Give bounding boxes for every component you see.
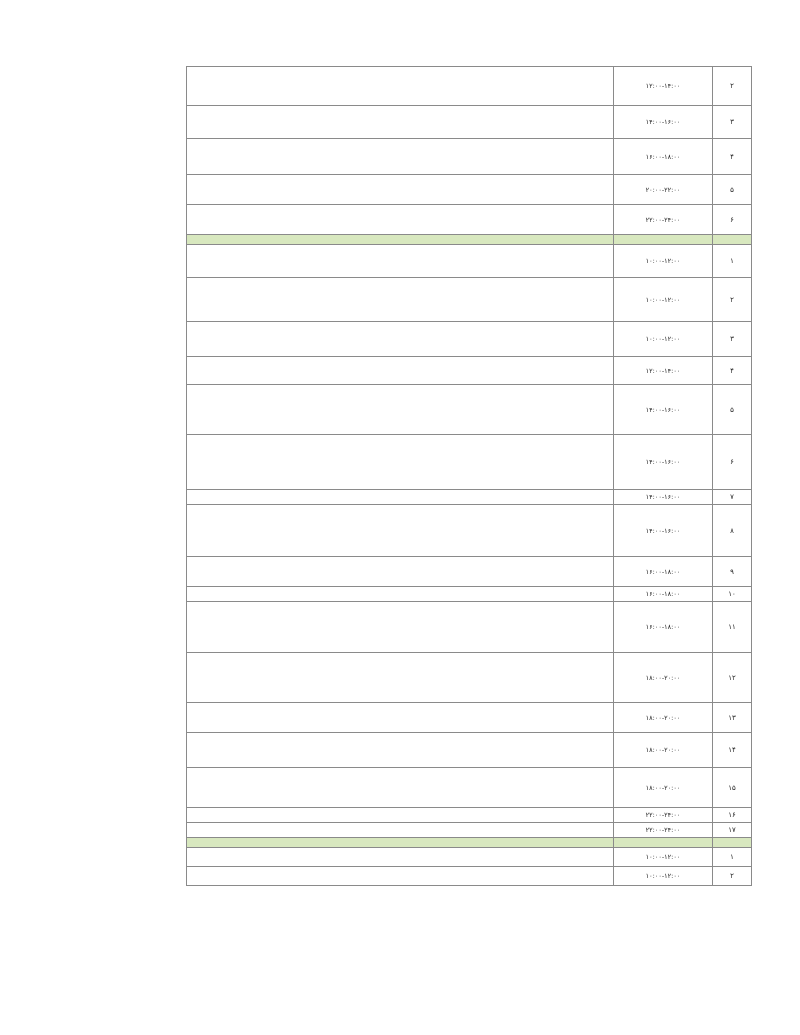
- time-cell: ۱۶:۰۰-۱۸:۰۰: [614, 557, 713, 587]
- time-cell: ۱۴:۰۰-۱۶:۰۰: [614, 106, 713, 139]
- address-cell: [187, 435, 614, 490]
- address-cell: [187, 205, 614, 235]
- row-number-cell: ۴: [713, 357, 752, 385]
- table-row: [187, 106, 752, 139]
- time-cell: ۲۲:۰۰-۲۴:۰۰: [614, 823, 713, 838]
- row-number-cell: ۶: [713, 435, 752, 490]
- address-cell: [187, 808, 614, 823]
- address-cell: [187, 357, 614, 385]
- row-number-column-header: [713, 838, 752, 848]
- table-row: [187, 175, 752, 205]
- address-cell: [187, 245, 614, 278]
- address-cell: [187, 175, 614, 205]
- table-row: [187, 768, 752, 808]
- table-row: [187, 67, 752, 106]
- row-number-cell: ۸: [713, 505, 752, 557]
- row-number-cell: ۲: [713, 278, 752, 322]
- time-cell: ۱۲:۰۰-۱۴:۰۰: [614, 357, 713, 385]
- time-cell: ۱۰:۰۰-۱۲:۰۰: [614, 278, 713, 322]
- address-cell: [187, 139, 614, 175]
- row-number-cell: ۳: [713, 106, 752, 139]
- time-cell: ۱۰:۰۰-۱۲:۰۰: [614, 245, 713, 278]
- address-column-header: [187, 838, 614, 848]
- time-cell: ۱۴:۰۰-۱۶:۰۰: [614, 385, 713, 435]
- time-cell: ۱۴:۰۰-۱۶:۰۰: [614, 505, 713, 557]
- table-row: [187, 653, 752, 703]
- table-row: [187, 490, 752, 505]
- table-row: [187, 703, 752, 733]
- row-number-cell: ۳: [713, 322, 752, 357]
- address-column-header: [187, 235, 614, 245]
- time-cell: ۱۴:۰۰-۱۶:۰۰: [614, 490, 713, 505]
- address-cell: [187, 106, 614, 139]
- row-number-cell: ۹: [713, 557, 752, 587]
- time-cell: ۱۰:۰۰-۱۲:۰۰: [614, 848, 713, 867]
- time-cell: ۲۲:۰۰-۲۴:۰۰: [614, 808, 713, 823]
- column-header-row: [187, 235, 752, 245]
- address-cell: [187, 703, 614, 733]
- address-cell: [187, 587, 614, 602]
- time-column-header: [614, 235, 713, 245]
- row-number-cell: ۶: [713, 205, 752, 235]
- address-cell: [187, 768, 614, 808]
- row-number-cell: ۲: [713, 867, 752, 886]
- address-cell: [187, 385, 614, 435]
- row-number-cell: ۱۶: [713, 808, 752, 823]
- address-cell: [187, 602, 614, 653]
- time-column-header: [614, 838, 713, 848]
- address-cell: [187, 867, 614, 886]
- table-row: [187, 435, 752, 490]
- table-row: [187, 848, 752, 867]
- row-number-cell: ۱۱: [713, 602, 752, 653]
- row-number-cell: ۱۲: [713, 653, 752, 703]
- outage-schedule-table: [186, 66, 752, 886]
- address-cell: [187, 490, 614, 505]
- row-number-cell: ۵: [713, 175, 752, 205]
- time-cell: ۱۰:۰۰-۱۲:۰۰: [614, 322, 713, 357]
- row-number-cell: ۱: [713, 245, 752, 278]
- time-cell: ۱۲:۰۰-۱۴:۰۰: [614, 67, 713, 106]
- schedule-body: [187, 67, 752, 886]
- address-cell: [187, 67, 614, 106]
- row-number-cell: ۱۵: [713, 768, 752, 808]
- row-number-column-header: [713, 235, 752, 245]
- time-cell: ۲۰:۰۰-۲۲:۰۰: [614, 175, 713, 205]
- address-cell: [187, 278, 614, 322]
- table-row: [187, 867, 752, 886]
- time-cell: ۱۸:۰۰-۲۰:۰۰: [614, 703, 713, 733]
- row-number-cell: ۲: [713, 67, 752, 106]
- time-cell: ۱۴:۰۰-۱۶:۰۰: [614, 435, 713, 490]
- row-number-cell: ۴: [713, 139, 752, 175]
- table-row: [187, 357, 752, 385]
- table-row: [187, 205, 752, 235]
- table-row: [187, 823, 752, 838]
- time-cell: ۱۶:۰۰-۱۸:۰۰: [614, 139, 713, 175]
- address-cell: [187, 505, 614, 557]
- row-number-cell: ۱: [713, 848, 752, 867]
- row-number-cell: ۱۷: [713, 823, 752, 838]
- row-number-cell: ۱۰: [713, 587, 752, 602]
- address-cell: [187, 823, 614, 838]
- address-cell: [187, 557, 614, 587]
- row-number-cell: ۵: [713, 385, 752, 435]
- time-cell: ۱۸:۰۰-۲۰:۰۰: [614, 733, 713, 768]
- table-row: [187, 602, 752, 653]
- table-row: [187, 385, 752, 435]
- row-number-cell: ۷: [713, 490, 752, 505]
- time-cell: ۱۰:۰۰-۱۲:۰۰: [614, 867, 713, 886]
- address-cell: [187, 322, 614, 357]
- table-row: [187, 808, 752, 823]
- table-row: [187, 139, 752, 175]
- table-row: [187, 245, 752, 278]
- address-cell: [187, 733, 614, 768]
- time-cell: ۱۶:۰۰-۱۸:۰۰: [614, 587, 713, 602]
- table-row: [187, 587, 752, 602]
- table-row: [187, 278, 752, 322]
- table-row: [187, 557, 752, 587]
- table-row: [187, 733, 752, 768]
- column-header-row: [187, 838, 752, 848]
- time-cell: ۲۲:۰۰-۲۴:۰۰: [614, 205, 713, 235]
- table-row: [187, 505, 752, 557]
- row-number-cell: ۱۴: [713, 733, 752, 768]
- address-cell: [187, 848, 614, 867]
- table-row: [187, 322, 752, 357]
- time-cell: ۱۶:۰۰-۱۸:۰۰: [614, 602, 713, 653]
- address-cell: [187, 653, 614, 703]
- time-cell: ۱۸:۰۰-۲۰:۰۰: [614, 653, 713, 703]
- time-cell: ۱۸:۰۰-۲۰:۰۰: [614, 768, 713, 808]
- row-number-cell: ۱۳: [713, 703, 752, 733]
